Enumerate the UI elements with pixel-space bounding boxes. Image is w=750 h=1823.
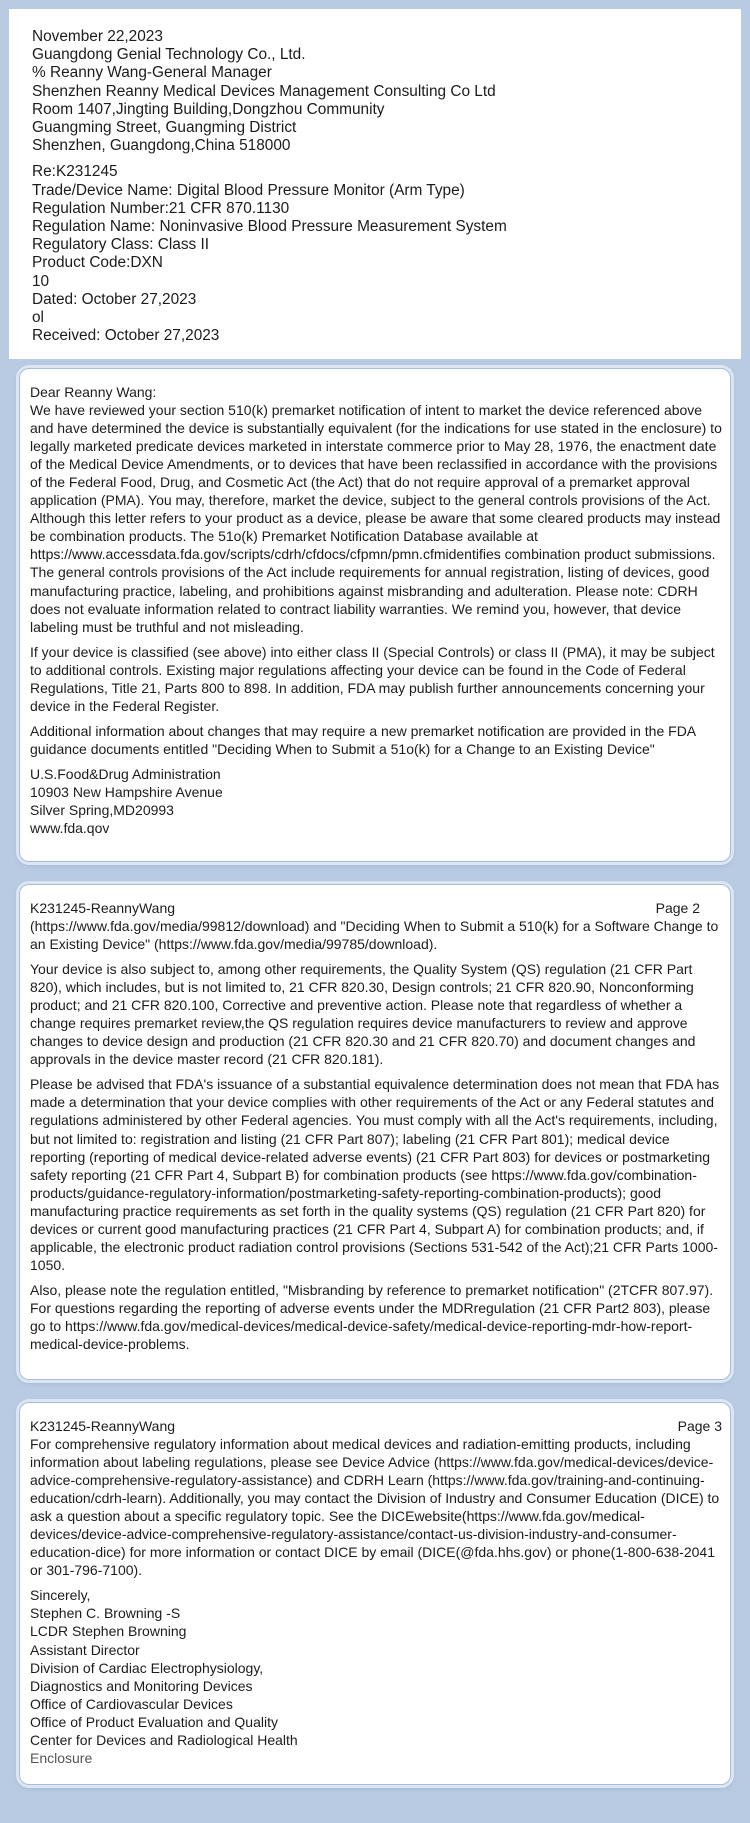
fda-address-line: 10903 New Hampshire Avenue (30, 783, 223, 800)
body-paragraph: Additional information about changes that may require a new premarket notification are provided in the FDA guidance documents entitled "Deciding When to Submit a 51o(k) for a Change to an Existing Device" (30, 722, 696, 757)
recipient-address-line: Guangming Street, Guangming District (32, 119, 297, 137)
body-paragraph: Please be advised that FDA's issuance of a substantial equivalence determination does not mean that FDA has made a determination that your device complies with other requirements of the Act or any Federal statutes and regulations administered by other Federal agencies. You must comply with all the Act's requirements, including, but not limited to: registration and listing (21 CFR Part 807); labeling (21 CFR Part 801); medical device reporting (reporting of medical device-related adverse events) (21 CFR Part 803) for devices or postmarketing safety reporting (21 CFR Part 4, Subpart B) for combination products (see https://www.fda.gov/combination-products/guidance-regulatory-information/postmarketing-safety-reporting-combination-products); good manufacturing practice requirements as set forth in the quality systems (QS) regulation (21 CFR Part 820) for devices or current good manufacturing practices (21 CFR Part 4, Subpart A) for combination products; and, if applicable, the electronic product radiation control provisions (Sections 531-542 of the Act);21 CFR Parts 1000-1050. (30, 1076, 720, 1273)
letter-page-2 (19, 884, 731, 1380)
fda-address-line: Silver Spring,MD20993 (30, 802, 174, 819)
received-line: Received: October 27,2023 (32, 327, 220, 345)
page-number: Page 3 (677, 1418, 722, 1434)
page-header (30, 1417, 730, 1435)
signatory-office: Office of Cardiovascular Devices (30, 1695, 233, 1712)
dated-line: Dated: October 27,2023 (32, 290, 197, 308)
fda-address-block (30, 765, 730, 837)
letter-header (9, 9, 741, 359)
page-reference: K231245-ReannyWang (30, 900, 176, 916)
letter-page-1 (19, 368, 731, 862)
body-paragraph: Your device is also subject to, among other requirements, the Quality System (QS) regulation (21 CFR Part 820), which includes, but is not limited to, 21 CFR 820.30, Design controls; 21 CFR 820.90, Nonconforming product; and 21 CFR 820.100, Corrective and preventive action. Please note that regardless of whether a change requires premarket review,the QS regulation requires device manufacturers to review and approve changes to device design and production (21 CFR 820.30 and 21 CFR 820.70) and document changes and approvals in the device master record (21 CFR 820.181). (30, 961, 696, 1068)
fda-address-line: U.S.Food&Drug Administration (30, 765, 221, 782)
recipient-address-line: Shenzhen Reanny Medical Devices Management Consulting Co Ltd (32, 82, 496, 100)
letter-page-3 (19, 1402, 731, 1785)
reference-line: Re:K231245 (32, 163, 118, 181)
fda-website-line: www.fda.qov (30, 820, 110, 837)
signatory-division: Division of Cardiac Electrophysiology, (30, 1659, 264, 1676)
signature-block (30, 1604, 730, 1766)
closing: Sincerely, (30, 1587, 91, 1604)
signatory-name: Stephen C. Browning -S (30, 1605, 181, 1622)
recipient-address-line: Room 1407,Jingting Building,Dongzhou Community (32, 100, 385, 118)
regulation-name-line: Regulation Name: Noninvasive Blood Pressure Measurement System (32, 218, 507, 236)
recipient-address-line: Shenzhen, Guangdong,China 518000 (32, 137, 291, 155)
regulatory-class-line: Regulatory Class: Class II (32, 236, 210, 254)
letter-date: November 22,2023 (32, 28, 163, 45)
salutation: Dear Reanny Wang: (30, 384, 157, 400)
page-number: Page 2 (655, 900, 700, 916)
body-paragraph: If your device is classified (see above) into either class II (Special Controls) or class II (PMA), it may be subject to additional controls. Existing major regulations affecting your device can be found in the Code of Federal Regulations, Title 21, Parts 800 to 898. In addition, FDA may publish further announcements concerning your device in the Federal Register. (30, 643, 715, 714)
recipient-address-line: % Reanny Wang-General Manager (32, 64, 272, 82)
signatory-division: Diagnostics and Monitoring Devices (30, 1677, 253, 1694)
signatory-office: Office of Product Evaluation and Quality (30, 1713, 278, 1730)
signatory-center: Center for Devices and Radiological Health (30, 1731, 298, 1748)
page-reference: K231245-ReannyWang (30, 1418, 176, 1434)
signatory-title: Assistant Director (30, 1641, 140, 1658)
stray-text-line: ol (32, 309, 44, 327)
signatory-title: LCDR Stephen Browning (30, 1623, 187, 1640)
regulation-number-line: Regulation Number:21 CFR 870.1130 (32, 199, 290, 217)
body-paragraph: For comprehensive regulatory information about medical devices and radiation-emitting products, including information about labeling regulations, please see Device Advice (https://www.fda.gov/medical-devices/device-advice-comprehensive-regulatory-assistance) and CDRH Learn (https://www.fda.gov/training-and-continuing-education/cdrh-learn). Additionally, you may contact the Division of Industry and Consumer Education (DICE) to ask a question about a specific regulatory topic. See the DICEwebsite(https://www.fda.gov/medical-devices/device-advice-comprehensive-regulatory-assistance/contact-us-division-industry-and-consumer-education-dice) for more information or contact DICE by email (DICE(@fda.hhs.gov) or phone(1-800-638-2041 or 301-796-7100). (30, 1436, 720, 1579)
body-paragraph: (https://www.fda.gov/media/99812/download) and "Deciding When to Submit a 510(k) for a Software Change to an Existing Device" (https://www.fda.gov/media/99785/download). (30, 918, 719, 953)
recipient-address-line: Guangdong Genial Technology Co., Ltd. (32, 46, 306, 64)
body-paragraph: Also, please note the regulation entitled, "Misbranding by reference to premarket notification" (2TCFR 807.97). For questions regarding the reporting of adverse events under the MDRregulation (21 CFR Part2 803), please go to https://www.fda.gov/medical-devices/medical-device-safety/medical-device-reporting-mdr-how-report-medical-device-problems. (30, 1281, 714, 1353)
device-name-line: Trade/Device Name: Digital Blood Pressure Monitor (Arm Type) (32, 181, 465, 199)
stray-text-line: 10 (32, 272, 50, 290)
product-code-line: Product Code:DXN (32, 254, 163, 272)
enclosure-label: Enclosure (30, 1749, 93, 1766)
page-header (30, 899, 730, 917)
body-paragraph: We have reviewed your section 510(k) premarket notification of intent to market the device referenced above and have determined the device is substantially equivalent (for the indications for use stated in the enclosure) to legally marketed predicate devices marketed in interstate commerce prior to May 28, 1976, the enactment date of the Medical Device Amendments, or to devices that have been reclassified in accordance with the provisions of the Federal Food, Drug, and Cosmetic Act (the Act) that do not require approval of a premarket approval application (PMA). You may, therefore, market the device, subject to the general controls provisions of the Act. Although this letter refers to your product as a device, please be aware that some cleared products may instead be combination products. The 51o(k) Premarket Notification Database available at https://www.accessdata.fda.gov/scripts/cdrh/cfdocs/cfpmn/pmn.cfmidentifies combination product submissions. The general controls provisions of the Act include requirements for annual registration, listing of devices, good manufacturing practice, labeling, and prohibitions against misbranding and adulteration. Please note: CDRH does not evaluate information related to contract liability warranties. We remind you, however, that device labeling must be truthful and not misleading. (30, 402, 722, 635)
